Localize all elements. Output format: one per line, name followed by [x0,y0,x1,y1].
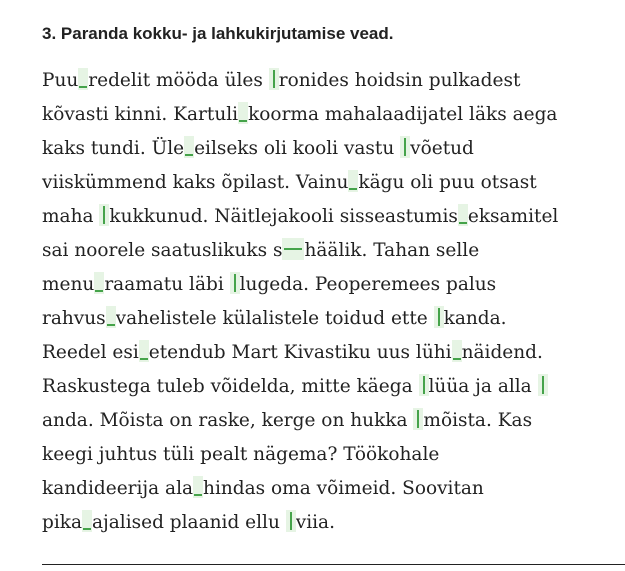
separate-correction-mark-icon [269,68,279,90]
join-correction-mark-icon [78,68,88,90]
text-segment: hindas oma võimeid. Soovitan [203,478,484,499]
text-segment: kägu oli puu otsast [358,172,537,193]
text-segment: maha [42,206,100,227]
join-correction-mark-icon [139,340,149,362]
text-segment: mõista. Kas [423,410,533,431]
text-segment: Raskustega tuleb võidelda, mitte käega [42,376,419,397]
text-segment: eksamitel [467,206,559,227]
bottom-divider [42,564,625,565]
separate-correction-mark-icon [400,136,410,158]
text-line [42,472,622,506]
join-correction-mark-icon [348,170,358,192]
hyphen-correction-mark-icon [282,238,304,260]
exercise-heading: 3. Paranda kokku- ja lahkukirjutamise vead. [42,24,394,43]
text-line [42,166,622,200]
text-line [42,200,622,234]
exercise-text [42,64,622,540]
separate-correction-mark-icon [419,374,429,396]
text-segment: menu [42,274,95,295]
text-segment: redelit mööda üles [88,70,269,91]
text-segment: kõvasti kinni. Kartuli [42,104,239,125]
text-segment: võetud [410,138,474,159]
text-segment: Reedel esi [42,342,139,363]
text-segment: Puu [42,70,79,91]
text-segment: etendub Mart Kivastiku uus lühi [148,342,452,363]
text-line [42,438,622,472]
join-correction-mark-icon [193,476,203,498]
text-segment: pika [42,512,82,533]
text-line [42,404,622,438]
text-segment: rahvus [42,308,106,329]
text-segment: viia. [295,512,335,533]
text-segment: kandideerija ala [42,478,194,499]
text-segment: koorma mahalaadijatel läks aega [248,104,558,125]
text-segment: raamatu läbi [104,274,230,295]
text-segment: kukkunud. Näitlejakooli sisseastumis [109,206,458,227]
separate-correction-mark-icon [434,306,444,328]
text-segment: lüüa ja alla [428,376,538,397]
text-segment: anda. Mõista on raske, kerge on hukka [42,410,414,431]
text-line [42,370,622,404]
text-line [42,336,622,370]
text-segment: sai noorele saatuslikuks s [42,240,283,261]
join-correction-mark-icon [184,136,194,158]
join-correction-mark-icon [452,340,462,362]
text-line [42,132,622,166]
separate-correction-mark-icon [538,374,548,396]
text-segment: keegi juhtus tüli pealt nägema? Töökohale [42,444,440,465]
text-segment: eilseks oli kooli vastu [194,138,401,159]
join-correction-mark-icon [82,510,92,532]
separate-correction-mark-icon [413,408,423,430]
text-line [42,64,622,98]
join-correction-mark-icon [458,204,468,226]
text-line [42,268,622,302]
text-line [42,506,622,540]
text-segment: ronides hoidsin pulkadest [278,70,521,91]
join-correction-mark-icon [106,306,116,328]
separate-correction-mark-icon [99,204,109,226]
join-correction-mark-icon [94,272,104,294]
separate-correction-mark-icon [230,272,240,294]
text-line [42,234,622,268]
text-line [42,302,622,336]
text-line [42,98,622,132]
text-segment: viiskümmend kaks õpilast. Vainu [42,172,349,193]
text-segment: häälik. Tahan selle [304,240,480,261]
separate-correction-mark-icon [286,510,296,532]
text-segment: vahelistele külalistele toidud ette [115,308,434,329]
text-segment: lugeda. Peoperemees palus [239,274,497,295]
join-correction-mark-icon [238,102,248,124]
text-segment: kanda. [443,308,507,329]
text-segment: ajalised plaanid ellu [92,512,286,533]
text-segment: näidend. [461,342,543,363]
text-segment: kaks tundi. Üle [42,138,185,159]
